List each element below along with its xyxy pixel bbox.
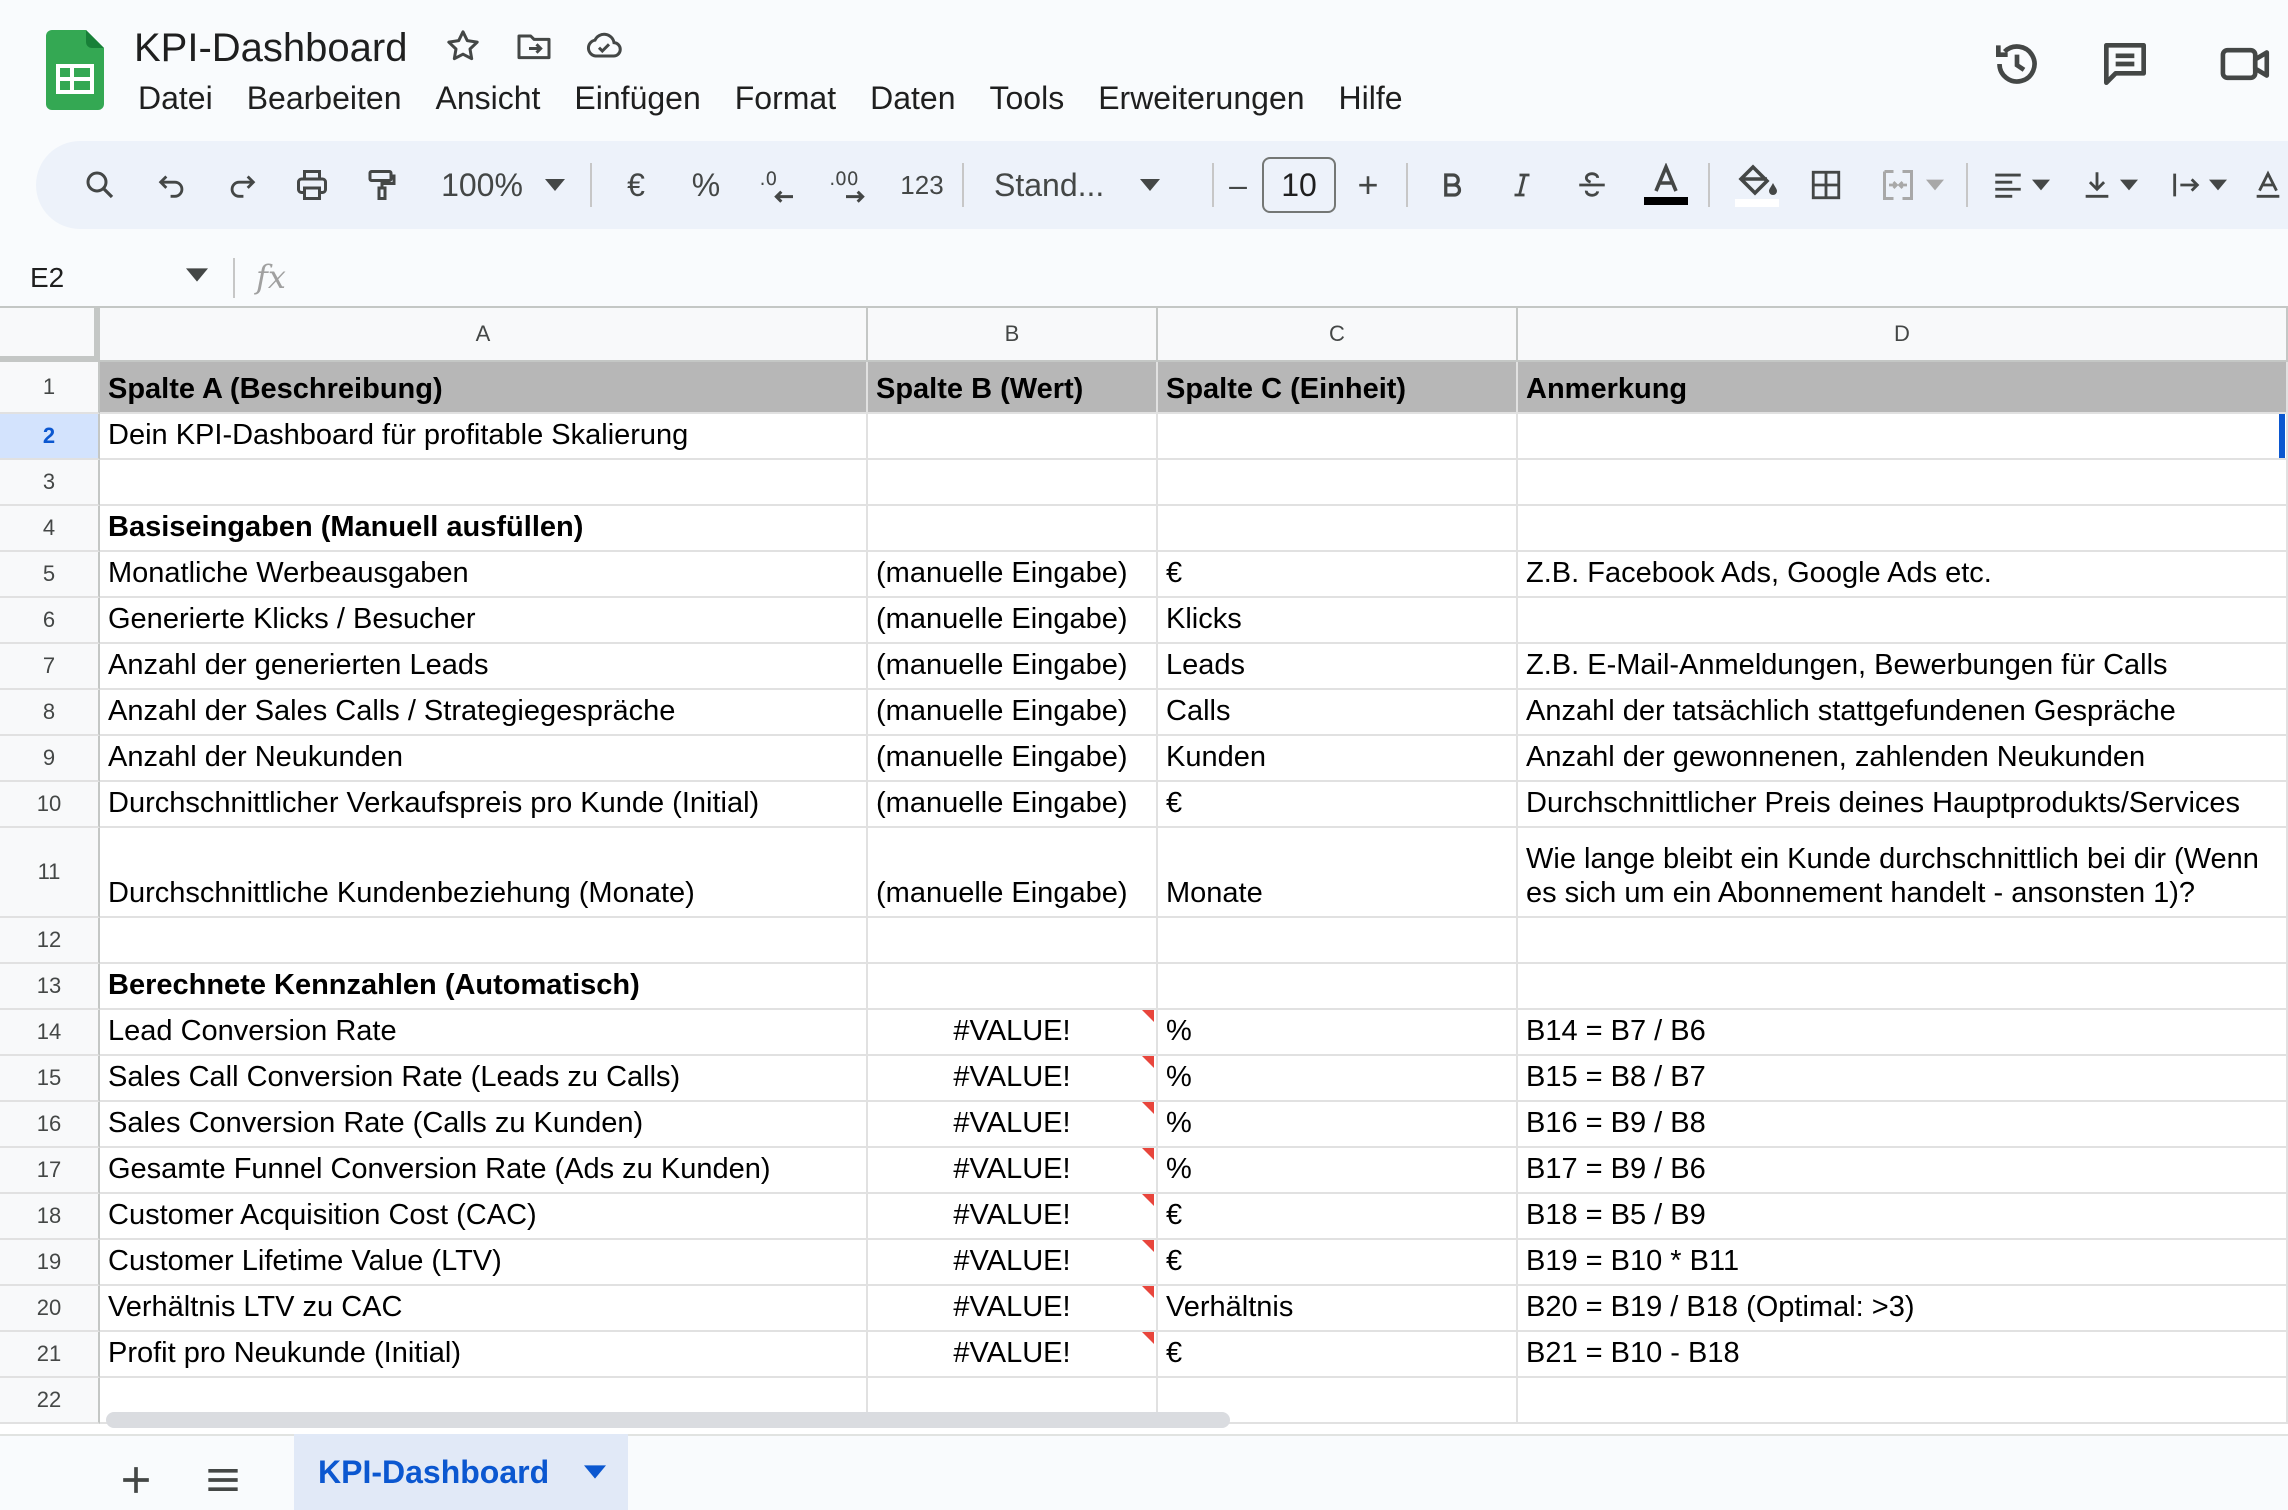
cell-b3[interactable] — [868, 460, 1158, 506]
sheet-tab-kpi-dashboard[interactable] — [294, 1434, 628, 1510]
more-formats-button[interactable] — [892, 141, 952, 229]
row-header-18[interactable]: 18 — [0, 1194, 100, 1240]
cell-text: Anzahl der gewonnenen, zahlenden Neukunden — [1526, 741, 2146, 773]
cell-d20[interactable] — [1518, 1286, 2288, 1332]
toolbar-divider — [1212, 163, 1214, 207]
row-header-12[interactable]: 12 — [0, 918, 100, 964]
row-header-9[interactable]: 9 — [0, 736, 100, 782]
cell-text: Spalte A (Beschreibung) — [108, 373, 443, 405]
error-indicator-icon[interactable] — [1142, 1286, 1154, 1298]
cell-a12[interactable] — [100, 918, 868, 964]
column-header-a[interactable]: A — [100, 308, 868, 362]
zoom-value: 100% — [441, 166, 523, 203]
cell-text: Calls — [1166, 695, 1231, 727]
cell-c17[interactable] — [1158, 1148, 1518, 1194]
zoom-select[interactable] — [428, 141, 578, 229]
cell-d5[interactable] — [1518, 552, 2288, 598]
cell-a8[interactable] — [100, 690, 868, 736]
column-header-b[interactable]: B — [868, 308, 1158, 362]
row-header-4[interactable]: 4 — [0, 506, 100, 552]
font-family-value: Stand... — [994, 166, 1105, 203]
row-header-3[interactable]: 3 — [0, 460, 100, 506]
fx-icon: fx — [256, 258, 286, 296]
print-icon[interactable] — [284, 141, 340, 229]
cell-c5[interactable] — [1158, 552, 1518, 598]
cell-b6[interactable] — [868, 598, 1158, 644]
row-header-6[interactable]: 6 — [0, 598, 100, 644]
menu-ansicht[interactable]: Ansicht — [435, 80, 541, 116]
cell-b2[interactable] — [868, 414, 1158, 460]
cell-text: Durchschnittlicher Preis deines Hauptprodukts/Services — [1526, 787, 2241, 819]
cell-b14[interactable] — [868, 1010, 1158, 1056]
column-header-c[interactable]: C — [1158, 308, 1518, 362]
cell-text: Z.B. E-Mail-Anmeldungen, Bewerbungen für Calls — [1526, 649, 2168, 681]
cell-d14[interactable] — [1518, 1010, 2288, 1056]
add-sheet-icon[interactable] — [114, 1458, 158, 1502]
cell-d7[interactable] — [1518, 644, 2288, 690]
row-header-19[interactable]: 19 — [0, 1240, 100, 1286]
cell-text: Anzahl der tatsächlich stattgefundenen Gespräche — [1526, 695, 2176, 727]
cell-a13[interactable] — [100, 964, 868, 1010]
chevron-down-icon — [1926, 179, 1944, 191]
menu-erweiterungen[interactable]: Erweiterungen — [1098, 80, 1305, 116]
cell-d15[interactable] — [1518, 1056, 2288, 1102]
cell-c2[interactable] — [1158, 414, 1518, 460]
more-formats-label: 123 — [900, 169, 944, 200]
cell-text: B19 = B10 * B11 — [1526, 1245, 1740, 1277]
cell-text: € — [1166, 1245, 1183, 1277]
cell-c7[interactable] — [1158, 644, 1518, 690]
row-header-5[interactable]: 5 — [0, 552, 100, 598]
chevron-down-icon — [2209, 179, 2227, 191]
cell-d17[interactable] — [1518, 1148, 2288, 1194]
horizontal-scrollbar[interactable] — [106, 1412, 1230, 1428]
search-menus-icon[interactable] — [72, 141, 128, 229]
bold-icon[interactable] — [1424, 141, 1480, 229]
cell-b15[interactable] — [868, 1056, 1158, 1102]
cell-b5[interactable] — [868, 552, 1158, 598]
cell-text: #VALUE! — [953, 1153, 1071, 1185]
cell-text: Z.B. Facebook Ads, Google Ads etc. — [1526, 557, 1992, 589]
cell-a18[interactable] — [100, 1194, 868, 1240]
cell-a3[interactable] — [100, 460, 868, 506]
formula-divider — [233, 258, 235, 298]
cell-a17[interactable] — [100, 1148, 868, 1194]
menu-bar — [121, 74, 1420, 122]
cell-c15[interactable] — [1158, 1056, 1518, 1102]
cell-a19[interactable] — [100, 1240, 868, 1286]
cell-text: B18 = B5 / B9 — [1526, 1199, 1706, 1231]
toolbar — [36, 141, 2288, 229]
format-currency-button[interactable] — [608, 141, 664, 229]
cell-c21[interactable] — [1158, 1332, 1518, 1378]
toolbar-divider — [1708, 163, 1710, 207]
row-header-1[interactable]: 1 — [0, 362, 100, 414]
chevron-down-icon — [1140, 178, 1160, 192]
text-color-icon[interactable] — [1634, 141, 1698, 229]
version-history-icon[interactable] — [1989, 36, 2045, 92]
cell-text: B16 = B9 / B8 — [1526, 1107, 1706, 1139]
cell-text: Klicks — [1166, 603, 1242, 635]
cell-b12[interactable] — [868, 918, 1158, 964]
cell-text: € — [1166, 1337, 1183, 1369]
row-header-8[interactable]: 8 — [0, 690, 100, 736]
cell-c9[interactable] — [1158, 736, 1518, 782]
currency-symbol: € — [627, 166, 645, 203]
cell-text: Anzahl der generierten Leads — [108, 649, 489, 681]
cell-b8[interactable] — [868, 690, 1158, 736]
svg-text:.0: .0 — [759, 169, 778, 190]
cell-b1[interactable] — [868, 362, 1158, 414]
toolbar-divider — [1406, 163, 1408, 207]
cell-text: % — [1166, 1015, 1192, 1047]
cloud-saved-icon[interactable] — [584, 26, 624, 66]
cell-d10[interactable] — [1518, 782, 2288, 828]
cell-b16[interactable] — [868, 1102, 1158, 1148]
cell-text: (manuelle Eingabe) — [876, 787, 1128, 819]
cell-d13[interactable] — [1518, 964, 2288, 1010]
chevron-down-icon — [545, 178, 565, 192]
cell-b4[interactable] — [868, 506, 1158, 552]
cell-text: #VALUE! — [953, 1245, 1071, 1277]
cell-b17[interactable] — [868, 1148, 1158, 1194]
cell-d6[interactable] — [1518, 598, 2288, 644]
cell-a2[interactable] — [100, 414, 868, 460]
meet-video-icon[interactable] — [2216, 36, 2276, 92]
cell-b21[interactable] — [868, 1332, 1158, 1378]
spreadsheet-grid — [0, 306, 2288, 1434]
cell-text: Spalte B (Wert) — [876, 373, 1084, 405]
error-indicator-icon[interactable] — [1142, 1240, 1154, 1252]
cell-text: Basiseingaben (Manuell ausfüllen) — [108, 511, 584, 543]
cell-a6[interactable] — [100, 598, 868, 644]
cell-text: Verhältnis LTV zu CAC — [108, 1291, 403, 1323]
cell-text: #VALUE! — [953, 1199, 1071, 1231]
cell-b7[interactable] — [868, 644, 1158, 690]
cell-c13[interactable] — [1158, 964, 1518, 1010]
cell-a14[interactable] — [100, 1010, 868, 1056]
formula-input[interactable] — [300, 250, 2260, 306]
svg-text:.00: .00 — [829, 169, 859, 190]
decrease-font-size-button[interactable] — [1216, 141, 1260, 229]
cell-text: Verhältnis — [1166, 1291, 1294, 1323]
row-header-16[interactable]: 16 — [0, 1102, 100, 1148]
menu-tools[interactable]: Tools — [989, 80, 1065, 116]
all-sheets-menu-icon[interactable] — [200, 1458, 246, 1502]
cell-text: (manuelle Eingabe) — [876, 741, 1128, 773]
text-wrapping-icon[interactable] — [2158, 141, 2238, 229]
increase-font-size-button[interactable] — [1340, 141, 1396, 229]
chevron-down-icon — [584, 1464, 606, 1480]
redo-icon[interactable] — [214, 141, 270, 229]
cell-b19[interactable] — [868, 1240, 1158, 1286]
cell-text: #VALUE! — [953, 1107, 1071, 1139]
plus-symbol: + — [1357, 164, 1379, 205]
cell-text: € — [1166, 557, 1183, 589]
cell-a1[interactable] — [100, 362, 868, 414]
toolbar-divider — [1966, 163, 1968, 207]
cell-text: Lead Conversion Rate — [108, 1015, 397, 1047]
font-family-select[interactable] — [980, 141, 1200, 229]
move-folder-icon[interactable] — [514, 26, 554, 66]
cell-d18[interactable] — [1518, 1194, 2288, 1240]
error-indicator-icon[interactable] — [1142, 1332, 1154, 1344]
cell-d4[interactable] — [1518, 506, 2288, 552]
cell-a9[interactable] — [100, 736, 868, 782]
cell-c19[interactable] — [1158, 1240, 1518, 1286]
chevron-down-icon — [2120, 179, 2138, 191]
cell-text: B15 = B8 / B7 — [1526, 1061, 1706, 1093]
paint-format-icon[interactable] — [354, 141, 410, 229]
cell-d11[interactable] — [1518, 828, 2288, 918]
cell-c3[interactable] — [1158, 460, 1518, 506]
chevron-down-icon — [2032, 179, 2050, 191]
cell-text: % — [1166, 1107, 1192, 1139]
cell-a20[interactable] — [100, 1286, 868, 1332]
text-rotation-icon[interactable] — [2246, 141, 2288, 229]
increase-decimal-icon[interactable] — [820, 141, 882, 229]
cell-text: Sales Call Conversion Rate (Leads zu Calls) — [108, 1061, 681, 1093]
cell-text: Durchschnittliche Kundenbeziehung (Monate) — [108, 877, 695, 909]
undo-icon[interactable] — [144, 141, 200, 229]
cell-b10[interactable] — [868, 782, 1158, 828]
cell-b20[interactable] — [868, 1286, 1158, 1332]
cell-text: Profit pro Neukunde (Initial) — [108, 1337, 461, 1369]
format-percent-button[interactable] — [678, 141, 734, 229]
cell-text: (manuelle Eingabe) — [876, 649, 1128, 681]
row-header-17[interactable]: 17 — [0, 1148, 100, 1194]
cell-c8[interactable] — [1158, 690, 1518, 736]
cell-a4[interactable] — [100, 506, 868, 552]
cell-d1[interactable] — [1518, 362, 2288, 414]
column-header-d[interactable]: D — [1518, 308, 2288, 362]
cell-b9[interactable] — [868, 736, 1158, 782]
comments-icon[interactable] — [2097, 36, 2153, 92]
cell-text: B21 = B10 - B18 — [1526, 1337, 1740, 1369]
cell-text: Gesamte Funnel Conversion Rate (Ads zu Kunden) — [108, 1153, 771, 1185]
cell-text: € — [1166, 787, 1183, 819]
cell-text: B17 = B9 / B6 — [1526, 1153, 1706, 1185]
fill-color-icon[interactable] — [1726, 141, 1788, 229]
menu-einfuegen[interactable]: Einfügen — [574, 80, 701, 116]
cell-text: #VALUE! — [953, 1291, 1071, 1323]
error-indicator-icon[interactable] — [1142, 1194, 1154, 1206]
error-indicator-icon[interactable] — [1142, 1056, 1154, 1068]
cell-text: Durchschnittlicher Verkaufspreis pro Kunde (Initial) — [108, 787, 760, 819]
strikethrough-icon[interactable] — [1564, 141, 1620, 229]
cell-text: #VALUE! — [953, 1337, 1071, 1369]
cell-text: Berechnete Kennzahlen (Automatisch) — [108, 969, 640, 1001]
cell-d12[interactable] — [1518, 918, 2288, 964]
row-header-21[interactable]: 21 — [0, 1332, 100, 1378]
cell-a7[interactable] — [100, 644, 868, 690]
cell-a16[interactable] — [100, 1102, 868, 1148]
cell-c11[interactable] — [1158, 828, 1518, 918]
row-header-15[interactable]: 15 — [0, 1056, 100, 1102]
cell-b18[interactable] — [868, 1194, 1158, 1240]
cell-a21[interactable] — [100, 1332, 868, 1378]
row-header-7[interactable]: 7 — [0, 644, 100, 690]
star-icon[interactable] — [443, 26, 483, 66]
chevron-down-icon[interactable] — [186, 268, 208, 286]
name-box-value: E2 — [30, 262, 65, 293]
row-header-2[interactable]: 2 — [0, 414, 100, 460]
percent-symbol: % — [691, 166, 721, 203]
cell-c14[interactable] — [1158, 1010, 1518, 1056]
sheet-tab-label: KPI-Dashboard — [318, 1453, 550, 1490]
menu-bearbeiten[interactable]: Bearbeiten — [246, 80, 402, 116]
cell-text: Wie lange bleibt ein Kunde durchschnittlich bei dir (Wenn es sich um ein Abonnement handelt - ansonsten 1)? — [1526, 843, 2259, 909]
cell-text: Dein KPI-Dashboard für profitable Skalierung — [108, 419, 689, 451]
borders-icon[interactable] — [1798, 141, 1854, 229]
cell-a15[interactable] — [100, 1056, 868, 1102]
minus-symbol: – — [1229, 166, 1247, 203]
toolbar-divider — [962, 163, 964, 207]
cell-c12[interactable] — [1158, 918, 1518, 964]
cell-text: Anzahl der Sales Calls / Strategiegespräche — [108, 695, 676, 727]
cell-text: Customer Acquisition Cost (CAC) — [108, 1199, 537, 1231]
cell-a10[interactable] — [100, 782, 868, 828]
italic-icon[interactable] — [1494, 141, 1550, 229]
select-all-corner[interactable] — [0, 308, 100, 362]
cell-text: € — [1166, 1199, 1183, 1231]
cell-text: (manuelle Eingabe) — [876, 877, 1128, 909]
cell-c20[interactable] — [1158, 1286, 1518, 1332]
menu-hilfe[interactable]: Hilfe — [1338, 80, 1403, 116]
font-size-input[interactable]: 10 — [1262, 157, 1336, 213]
error-indicator-icon[interactable] — [1142, 1010, 1154, 1022]
row-header-14[interactable]: 14 — [0, 1010, 100, 1056]
decrease-decimal-icon[interactable] — [748, 141, 808, 229]
row-header-20[interactable]: 20 — [0, 1286, 100, 1332]
row-header-11[interactable]: 11 — [0, 828, 100, 918]
document-title[interactable]: KPI-Dashboard — [134, 26, 408, 70]
cell-b13[interactable] — [868, 964, 1158, 1010]
menu-datei[interactable]: Datei — [138, 80, 213, 116]
cell-text: Anmerkung — [1526, 373, 1688, 405]
cell-text: Sales Conversion Rate (Calls zu Kunden) — [108, 1107, 644, 1139]
cell-text: Monate — [1166, 877, 1263, 909]
cell-text: Monatliche Werbeausgaben — [108, 557, 469, 589]
cell-text: #VALUE! — [953, 1061, 1071, 1093]
cell-text: Customer Lifetime Value (LTV) — [108, 1245, 502, 1277]
row-header-22[interactable]: 22 — [0, 1378, 100, 1424]
cell-a11[interactable] — [100, 828, 868, 918]
cell-b11[interactable] — [868, 828, 1158, 918]
cell-c4[interactable] — [1158, 506, 1518, 552]
error-indicator-icon[interactable] — [1142, 1102, 1154, 1114]
horizontal-align-icon[interactable] — [1980, 141, 2060, 229]
cell-c10[interactable] — [1158, 782, 1518, 828]
cell-d19[interactable] — [1518, 1240, 2288, 1286]
row-header-13[interactable]: 13 — [0, 964, 100, 1010]
cell-text: Generierte Klicks / Besucher — [108, 603, 476, 635]
toolbar-divider — [590, 163, 592, 207]
cell-d21[interactable] — [1518, 1332, 2288, 1378]
menu-format[interactable]: Format — [734, 80, 837, 116]
cell-d16[interactable] — [1518, 1102, 2288, 1148]
cell-text: #VALUE! — [953, 1015, 1071, 1047]
menu-daten[interactable]: Daten — [870, 80, 956, 116]
cell-d2[interactable] — [1518, 414, 2288, 460]
cell-text: % — [1166, 1153, 1192, 1185]
cell-text: (manuelle Eingabe) — [876, 557, 1128, 589]
cell-d22[interactable] — [1518, 1378, 2288, 1424]
cell-text: % — [1166, 1061, 1192, 1093]
cell-text: B14 = B7 / B6 — [1526, 1015, 1706, 1047]
row-header-10[interactable]: 10 — [0, 782, 100, 828]
selected-cell-indicator — [2279, 414, 2285, 458]
vertical-align-icon[interactable] — [2070, 141, 2148, 229]
cell-text: (manuelle Eingabe) — [876, 603, 1128, 635]
cell-text: B20 = B19 / B18 (Optimal: >3) — [1526, 1291, 1915, 1323]
cell-c16[interactable] — [1158, 1102, 1518, 1148]
cell-text: Anzahl der Neukunden — [108, 741, 404, 773]
cell-c1[interactable] — [1158, 362, 1518, 414]
cell-text: Kunden — [1166, 741, 1266, 773]
sheets-logo-icon[interactable] — [46, 30, 104, 110]
cell-text: Leads — [1166, 649, 1246, 681]
cell-d3[interactable] — [1518, 460, 2288, 506]
error-indicator-icon[interactable] — [1142, 1148, 1154, 1160]
cell-a5[interactable] — [100, 552, 868, 598]
cell-c6[interactable] — [1158, 598, 1518, 644]
cell-d9[interactable] — [1518, 736, 2288, 782]
merge-cells-icon[interactable] — [1866, 141, 1956, 229]
cell-d8[interactable] — [1518, 690, 2288, 736]
cell-text: Spalte C (Einheit) — [1166, 373, 1407, 405]
cell-text: (manuelle Eingabe) — [876, 695, 1128, 727]
cell-c18[interactable] — [1158, 1194, 1518, 1240]
